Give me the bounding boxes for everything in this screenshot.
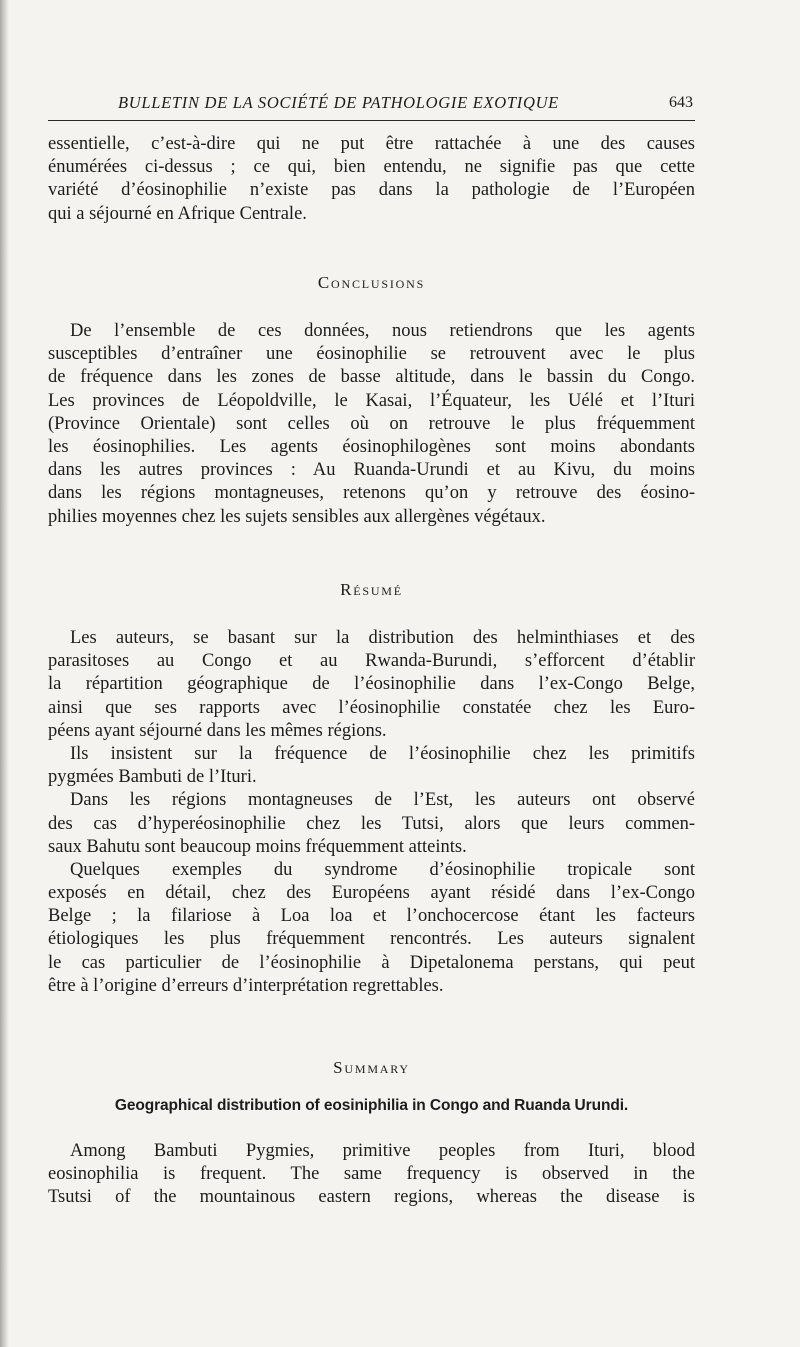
text-line: Tsutsi of the mountainous eastern regions, whereas the disease is	[48, 1187, 695, 1208]
running-header	[48, 90, 695, 121]
text-line: saux Bahutu sont beaucoup moins fréquemment atteints.	[48, 836, 467, 857]
text-line: susceptibles d’entraîner une éosinophilie se retrouvent avec le plus	[48, 344, 695, 365]
intro-paragraph	[48, 133, 695, 226]
running-title: BULLETIN DE LA SOCIÉTÉ DE PATHOLOGIE EXOTIQUE	[118, 93, 559, 112]
text-line: dans les autres provinces : Au Ruanda-Urundi et au Kivu, du moins	[48, 460, 695, 481]
text-line: De l’ensemble de ces données, nous retiendrons que les agents	[70, 321, 695, 341]
text-line: Dans les régions montagneuses de l’Est, les auteurs ont observé	[70, 790, 695, 811]
text-line: ainsi que ses rapports avec l’éosinophilie constatée chez les Euro-	[48, 697, 695, 718]
section-heading-resume: Résumé	[340, 580, 403, 599]
summary-paragraph	[48, 1140, 695, 1210]
text-line: Among Bambuti Pygmies, primitive peoples from Ituri, blood	[70, 1141, 695, 1161]
text-line: Ils insistent sur la fréquence de l’éosinophilie chez les primitifs	[70, 743, 695, 764]
text-line: Les auteurs, se basant sur la distribution des helminthiases et des	[70, 628, 695, 648]
page-number: 643	[669, 94, 693, 111]
text-line: étiologiques les plus fréquemment rencontrés. Les auteurs signalent	[48, 929, 695, 950]
text-line: essentielle, c’est-à-dire qui ne put être rattachée à une des causes	[48, 134, 695, 154]
text-line: exposés en détail, chez des Européens ayant résidé dans l’ex-Congo	[48, 883, 695, 904]
section-heading-conclusions: Conclusions	[317, 273, 426, 292]
resume-body	[48, 627, 695, 998]
summary-title: Geographical distribution of eosiniphilia in Congo and Ruanda Urundi.	[114, 1097, 629, 1114]
text-line: pygmées Bambuti de l’Ituri.	[48, 767, 257, 788]
text-line: les éosinophilies. Les agents éosinophilogènes sont moins abondants	[48, 436, 695, 457]
text-line: Les provinces de Léopoldville, le Kasai, l’Équateur, les Uélé et l’Ituri	[48, 390, 695, 411]
text-line: de fréquence dans les zones de basse altitude, dans le bassin du Congo.	[48, 367, 695, 388]
text-line: (Province Orientale) sont celles où on retrouve le plus fréquemment	[48, 413, 695, 434]
text-line: eosinophilia is frequent. The same frequency is observed in the	[48, 1164, 695, 1185]
section-heading-summary: Summary	[333, 1058, 410, 1077]
text-line: énumérées ci-dessus ; ce qui, bien entendu, ne signifie pas que cette	[48, 157, 695, 178]
text-line: variété d’éosinophilie n’existe pas dans la pathologie de l’Européen	[48, 180, 695, 201]
text-line: être à l’origine d’erreurs d’interprétation regrettables.	[48, 975, 444, 996]
text-line: Quelques exemples du syndrome d’éosinophilie tropicale sont	[70, 859, 695, 880]
text-line: philies moyennes chez les sujets sensibles aux allergènes végétaux.	[48, 506, 546, 527]
page-gutter-shadow	[0, 0, 9, 1347]
text-line: parasitoses au Congo et au Rwanda-Burundi, s’efforcent d’établir	[48, 651, 695, 672]
text-line: péens ayant séjourné dans les mêmes régions.	[48, 720, 387, 741]
text-line: dans les régions montagneuses, retenons qu’on y retrouve des éosino-	[48, 483, 695, 504]
text-line: le cas particulier de l’éosinophilie à Dipetalonema perstans, qui peut	[48, 952, 695, 973]
conclusions-paragraph	[48, 320, 695, 529]
text-line: la répartition géographique de l’éosinophilie dans l’ex-Congo Belge,	[48, 674, 695, 695]
text-line: qui a séjourné en Afrique Centrale.	[48, 203, 307, 224]
text-line: des cas d’hyperéosinophilie chez les Tutsi, alors que leurs commen-	[48, 813, 695, 834]
text-line: Belge ; la filariose à Loa loa et l’onchocercose étant les facteurs	[48, 906, 695, 927]
